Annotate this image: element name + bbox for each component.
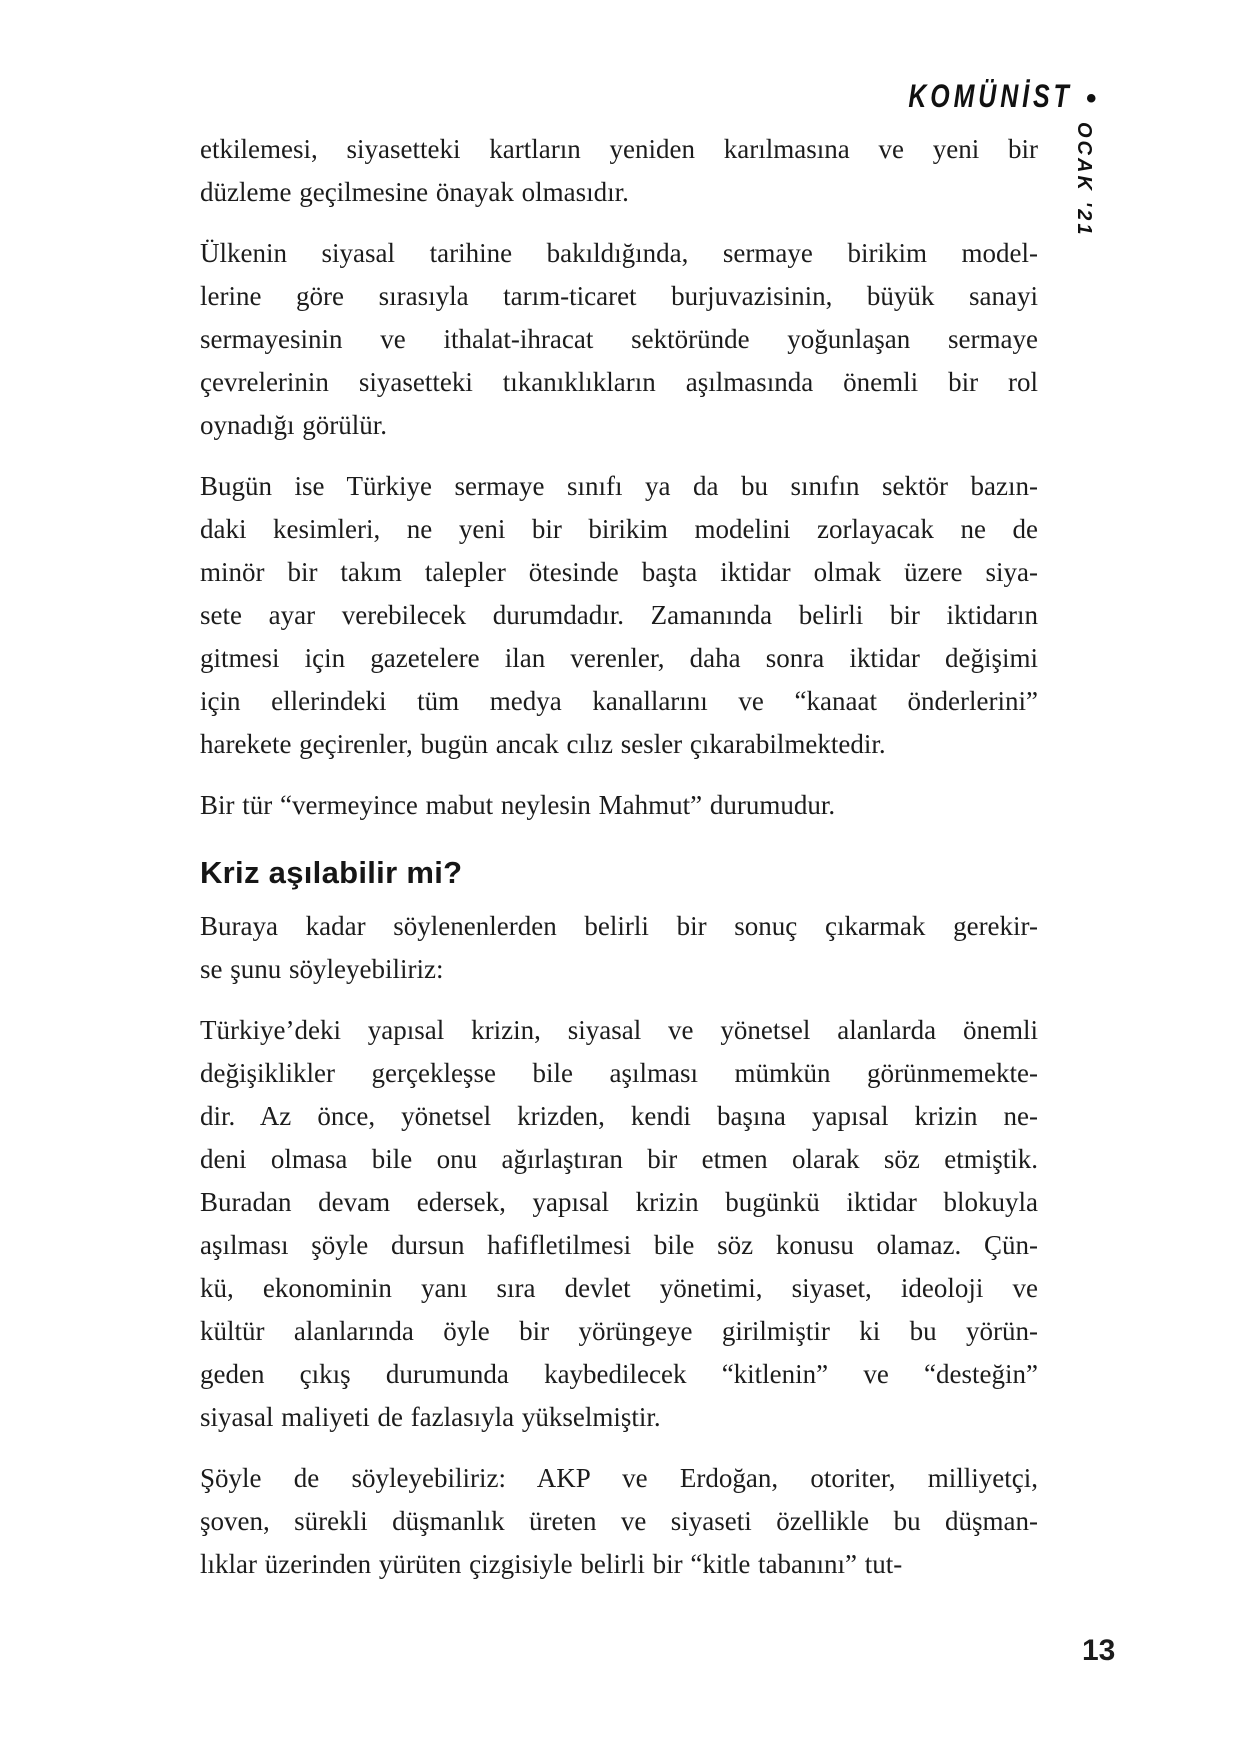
paragraph-line: se şunu söyleyebiliriz: <box>200 954 444 984</box>
paragraph-line: kültür alanlarında öyle bir yörüngeye girilmiştir ki bu yörün- <box>200 1316 1038 1346</box>
paragraph-line: kü, ekonominin yanı sıra devlet yönetimi, siyaset, ideoloji ve <box>200 1273 1038 1303</box>
paragraph-line: etkilemesi, siyasetteki kartların yeniden karılmasına ve yeni bir <box>200 134 1038 164</box>
paragraph-line: daki kesimleri, ne yeni bir birikim modelini zorlayacak ne de <box>200 514 1038 544</box>
paragraph-line: sete ayar verebilecek durumdadır. Zamanında belirli bir iktidarın <box>200 600 1038 630</box>
paragraph-line: Türkiye’deki yapısal krizin, siyasal ve yönetsel alanlarda önemli <box>200 1015 1038 1045</box>
paragraph-line: şoven, sürekli düşmanlık üreten ve siyaseti özellikle bu düşman- <box>200 1506 1038 1536</box>
paragraph-line: siyasal maliyeti de fazlasıyla yükselmiştir. <box>200 1402 661 1432</box>
magazine-title: KOMÜNİST <box>908 78 1073 114</box>
article-body <box>200 128 1038 1604</box>
paragraph-line: harekete geçirenler, bugün ancak cılız sesler çıkarabilmektedir. <box>200 729 886 759</box>
paragraph-line: gitmesi için gazetelere ilan verenler, daha sonra iktidar değişimi <box>200 643 1038 673</box>
paragraph <box>200 128 1038 214</box>
paragraph-line: minör bir takım talepler ötesinde başta iktidar olmak üzere siya- <box>200 557 1038 587</box>
paragraph-line: Bir tür “vermeyince mabut neylesin Mahmut” durumudur. <box>200 790 836 820</box>
paragraph-line: değişiklikler gerçekleşse bile aşılması mümkün görünmemekte- <box>200 1058 1038 1088</box>
paragraph-line: Bugün ise Türkiye sermaye sınıfı ya da bu sınıfın sektör bazın- <box>200 471 1038 501</box>
paragraph-line: deni olmasa bile onu ağırlaştıran bir etmen olarak söz etmiştik. <box>200 1144 1038 1174</box>
paragraph-line: çevrelerinin siyasetteki tıkanıklıkların aşılmasında önemli bir rol <box>200 367 1038 397</box>
paragraph-line: oynadığı görülür. <box>200 410 387 440</box>
paragraph <box>200 1457 1038 1586</box>
paragraph-line: lerine göre sırasıyla tarım-ticaret burjuvazisinin, büyük sanayi <box>200 281 1038 311</box>
paragraph <box>200 465 1038 766</box>
section-heading: Kriz aşılabilir mi? <box>200 855 463 890</box>
paragraph-line: için ellerindeki tüm medya kanallarını ve “kanaat önderlerini” <box>200 686 1038 716</box>
issue-date-vertical: OCAK '21 <box>1073 122 1095 238</box>
paragraph <box>200 905 1038 991</box>
paragraph-line: Buraya kadar söylenenlerden belirli bir sonuç çıkarmak gerekir- <box>200 911 1038 941</box>
masthead-bullet-icon: • <box>1086 82 1097 115</box>
paragraph-line: Buradan devam edersek, yapısal krizin bugünkü iktidar blokuyla <box>200 1187 1038 1217</box>
paragraph-line: aşılması şöyle dursun hafifletilmesi bile söz konusu olamaz. Çün- <box>200 1230 1038 1260</box>
paragraph <box>200 784 1038 827</box>
paragraph-line: sermayesinin ve ithalat-ihracat sektöründe yoğunlaşan sermaye <box>200 324 1038 354</box>
paragraph-line: düzleme geçilmesine önayak olmasıdır. <box>200 177 629 207</box>
paragraph-line: geden çıkış durumunda kaybedilecek “kitlenin” ve “desteğin” <box>200 1359 1038 1389</box>
paragraph-line: Ülkenin siyasal tarihine bakıldığında, sermaye birikim model- <box>200 238 1038 268</box>
paragraph <box>200 1009 1038 1439</box>
page-number: 13 <box>1082 1634 1116 1667</box>
paragraph <box>200 232 1038 447</box>
paragraph-line: lıklar üzerinden yürüten çizgisiyle belirli bir “kitle tabanını” tut- <box>200 1549 903 1579</box>
paragraph-line: dir. Az önce, yönetsel krizden, kendi başına yapısal krizin ne- <box>200 1101 1038 1131</box>
paragraph-line: Şöyle de söyleyebiliriz: AKP ve Erdoğan, otoriter, milliyetçi, <box>200 1463 1038 1493</box>
